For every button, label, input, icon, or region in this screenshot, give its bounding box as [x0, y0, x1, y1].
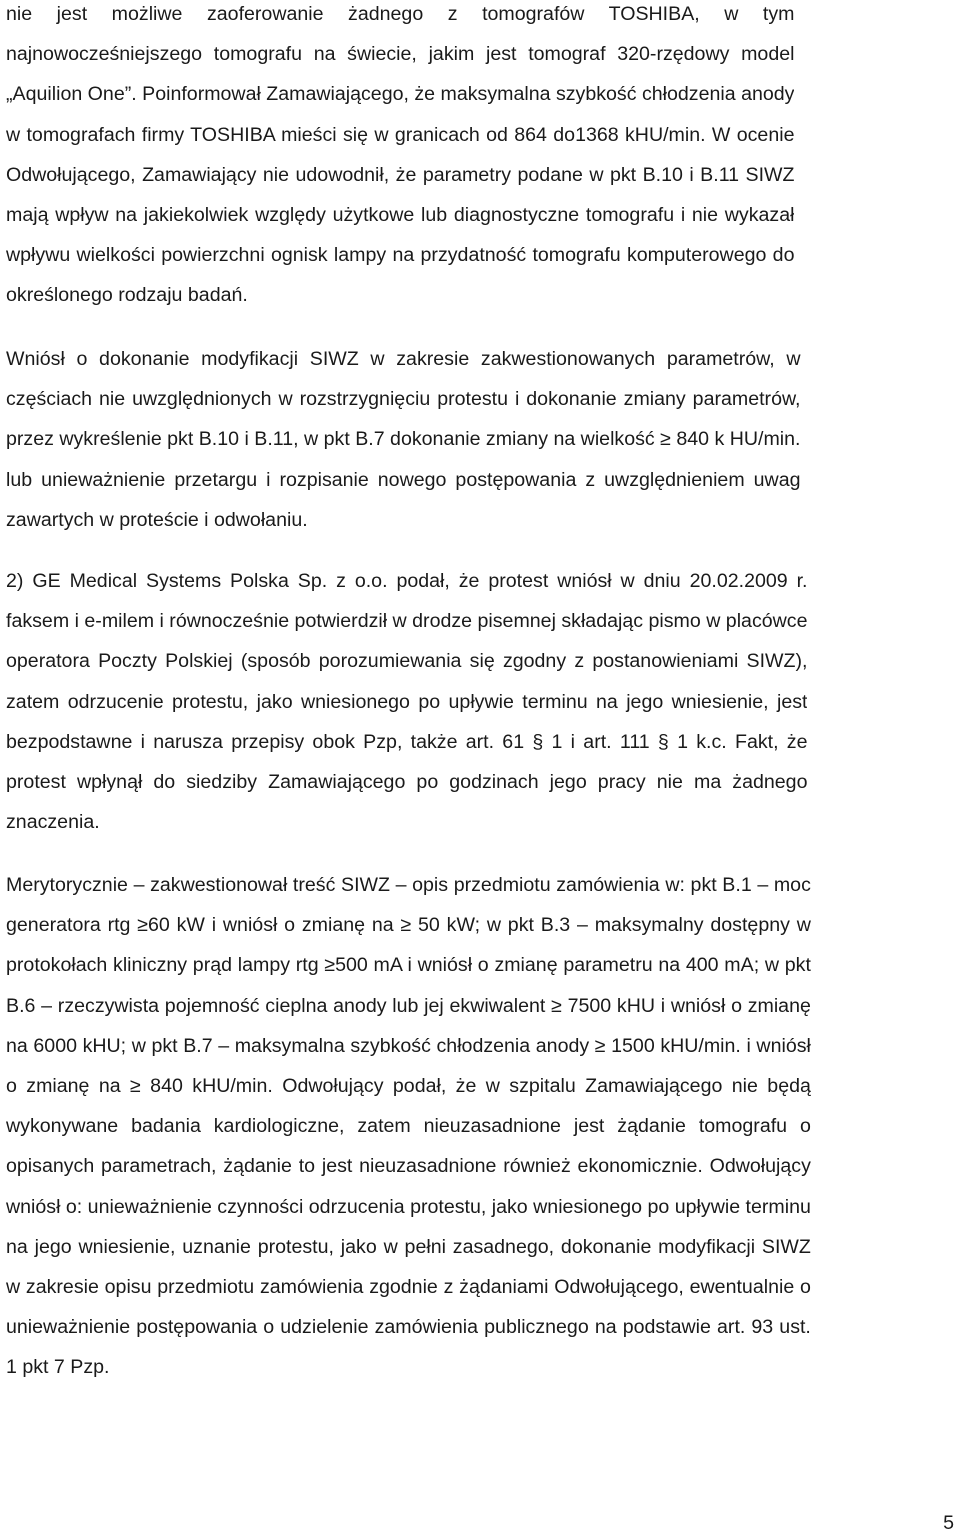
paragraph-2	[6, 339, 801, 540]
text-line: protokołach kliniczny prąd lampy rtg ≥500 mA i wniósł o zmianę parametru na 400 mA; w pkt	[6, 954, 811, 977]
text-line: Wniósł o dokonanie modyfikacji SIWZ w zakresie zakwestionowanych parametrów, w	[6, 348, 801, 370]
text-line: Merytorycznie – zakwestionował treść SIWZ – opis przedmiotu zamówienia w: pkt B.1 – moc	[6, 874, 811, 896]
text-line: 2) GE Medical Systems Polska Sp. z o.o. podał, że protest wniósł w dniu 20.02.2009 r.	[6, 570, 808, 592]
text-line: nie jest możliwe zaoferowanie żadnego z tomografów TOSHIBA, w tym	[6, 3, 795, 25]
page-number: 5	[943, 1512, 954, 1534]
paragraph-3	[6, 561, 807, 842]
text-line: wniósł o: unieważnienie czynności odrzucenia protestu, jako wniesionego po upływie terminu	[6, 1195, 811, 1218]
text-line: na 6000 kHU; w pkt B.7 – maksymalna szybkość chłodzenia anody ≥ 1500 kHU/min. i wniósł	[6, 1034, 811, 1057]
text-line: wykonywane badania kardiologiczne, zatem nieuzasadnione jest żądanie tomografu o	[6, 1115, 811, 1138]
text-line: na jego wniesienie, uznanie protestu, jako w pełni zasadnego, dokonanie modyfikacji SIWZ	[6, 1235, 811, 1258]
text-line: 1 pkt 7 Pzp.	[6, 1356, 110, 1379]
text-line: najnowocześniejszego tomografu na świecie, jakim jest tomograf 320-rzędowy model	[6, 43, 795, 66]
text-line: częściach nie uwzględnionych w rozstrzygnięciu protestu i dokonanie zmiany parametrów,	[6, 388, 801, 411]
text-line: zatem odrzucenie protestu, jako wniesionego po upływie terminu na jego wniesienie, jest	[6, 690, 808, 713]
text-line: w tomografach firmy TOSHIBA mieści się w granicach od 864 do1368 kHU/min. W ocenie	[6, 123, 795, 146]
paragraph-4	[6, 865, 811, 1388]
text-line: w zakresie opisu przedmiotu zamówienia zgodnie z żądaniami Odwołującego, ewentualnie o	[6, 1276, 811, 1299]
text-line: bezpodstawne i narusza przepisy obok Pzp, także art. 61 § 1 i art. 111 § 1 k.c. Fakt, że	[6, 730, 808, 753]
text-line: Odwołującego, Zamawiający nie udowodnił, że parametry podane w pkt B.10 i B.11 SIWZ	[6, 163, 795, 186]
text-line: mają wpływ na jakiekolwiek względy użytkowe lub diagnostyczne tomografu i nie wykazał	[6, 204, 795, 227]
text-line: zawartych w proteście i odwołaniu.	[6, 508, 308, 531]
text-line: generatora rtg ≥60 kW i wniósł o zmianę na ≥ 50 kW; w pkt B.3 – maksymalny dostępny w	[6, 914, 811, 937]
text-line: przez wykreślenie pkt B.10 i B.11, w pkt B.7 dokonanie zmiany na wielkość ≥ 840 k HU/min.	[6, 428, 801, 451]
text-line: opisanych parametrach, żądanie to jest nieuzasadnione również ekonomicznie. Odwołujący	[6, 1155, 811, 1178]
text-line: „Aquilion One”. Poinformował Zamawiającego, że maksymalna szybkość chłodzenia anody	[6, 83, 795, 106]
text-line: o zmianę na ≥ 840 kHU/min. Odwołujący podał, że w szpitalu Zamawiającego nie będą	[6, 1075, 811, 1098]
text-line: faksem i e-milem i równocześnie potwierdził w drodze pisemnej składając pismo w placówce	[6, 610, 808, 633]
text-line: B.6 – rzeczywista pojemność cieplna anody lub jej ekwiwalent ≥ 7500 kHU i wniósł o zmianę	[6, 994, 811, 1017]
text-line: określonego rodzaju badań.	[6, 284, 248, 307]
text-line: unieważnienie postępowania o udzielenie zamówienia publicznego na podstawie art. 93 ust.	[6, 1316, 811, 1339]
text-line: wpływu wielkości powierzchni ognisk lampy na przydatność tomografu komputerowego do	[6, 244, 795, 267]
text-line: lub unieważnienie przetargu i rozpisanie nowego postępowania z uwzględnieniem uwag	[6, 468, 801, 491]
paragraph-1	[6, 0, 794, 316]
text-line: protest wpłynął do siedziby Zamawiającego po godzinach jego pracy nie ma żadnego	[6, 771, 808, 794]
text-line: znaczenia.	[6, 811, 100, 834]
text-line: operatora Poczty Polskiej (sposób porozumiewania się zgodny z postanowieniami SIWZ),	[6, 650, 808, 673]
